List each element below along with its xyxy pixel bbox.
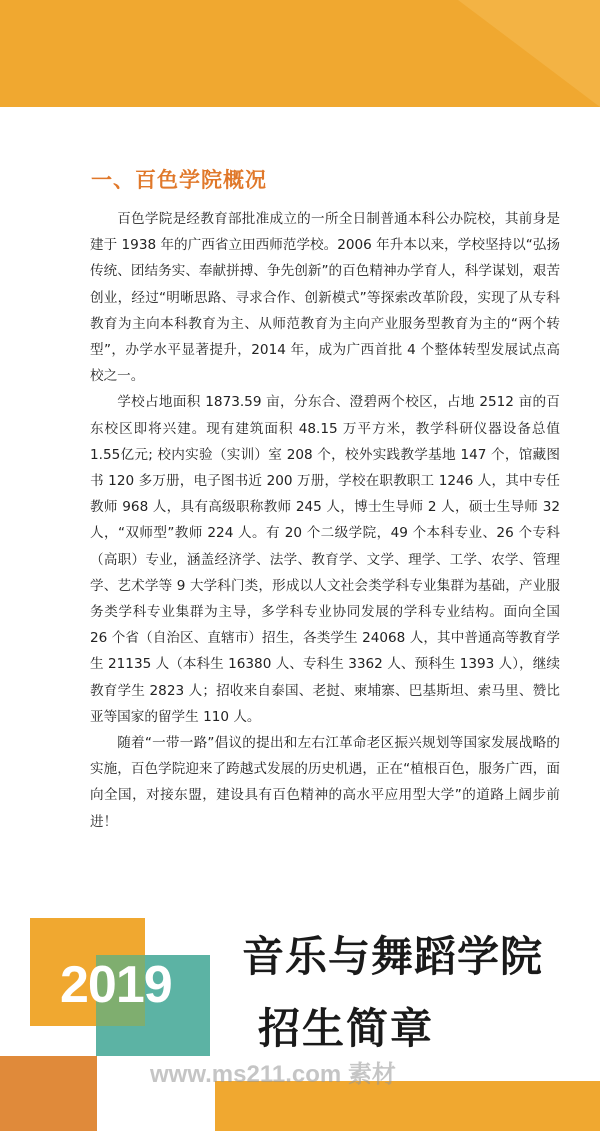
top-band-accent (458, 0, 600, 107)
body-text (90, 206, 560, 835)
brochure-subtitle: 招生简章 (258, 1004, 435, 1053)
paragraph-outlook: 随着“一带一路”倡议的提出和左右江革命老区振兴规划等国家发展战略的实施，百色学院迎来了跨越式发展的历史机遇，正在“植根百色，服务广西，面向全国，对接东盟，建设具有百色精神的高水平应用型大学”的道路上阔步前进！ (90, 735, 560, 830)
brochure-title: 音乐与舞蹈学院 (242, 932, 544, 981)
paragraph-history: 百色学院是经教育部批准成立的一所全日制普通本科公办院校，其前身是建于 1938 年的广西省立田西师范学校。2006 年升本以来，学校坚持以“弘扬传统、团结务实、奉献拼搏、争先创新”的百色精神办学育人，科学谋划，艰苦创业，经过“明晰思路、寻求合作、创新模式”等探索改革阶段，实现了从专科教育为主向本科教育为主、从师范教育为主向产业服务型教育为主的“两个转型”，办学水平显著提升，2014 年，成为广西首批 4 个整体转型发展试点高校之一。 (90, 211, 560, 385)
section-heading: 一、百色学院概况 (91, 168, 267, 192)
year-label: 2019 (60, 956, 172, 1014)
bottom-left-block (0, 1056, 97, 1131)
paragraph-facilities: 学校占地面积 1873.59 亩，分东合、澄碧两个校区，占地 2512 亩的百东校区即将兴建。现有建筑面积 48.15 万平方米，教学科研仪器设备总值 1.55亿元; 校内实验（实训）室 208 个，校外实践教学基地 147 个，馆藏图书 120 多万册，电子图书近 200 万册，学校在职教职工 1246 人，其中专任教师 968 人，具有高级职称教师 245 人，博士生导师 2 人，硕士生导师 32 人，“双师型”教师 224 人。有 20 个二级学院，49 个本科专业、26 个专科（高职）专业，涵盖经济学、法学、教育学、文学、理学、工学、农学、管理学、艺术学等 9 大学科门类，形成以人文社会类学科专业集群为基础，产业服务类学科专业集群为主导，多学科专业协同发展的学科专业结构。面向全国 26 个省（自治区、直辖市）招生，各类学生 24068 人，其中普通高等教育学生 21135 人（本科生 16380 人、专科生 3362 人、预科生 1393 人），继续教育学生 2823 人；招收来自泰国、老挝、柬埔寨、巴基斯坦、索马里、赞比亚等国家的留学生 110 人。 (90, 394, 560, 725)
watermark: www.ms211.com 素材 (150, 1061, 396, 1088)
